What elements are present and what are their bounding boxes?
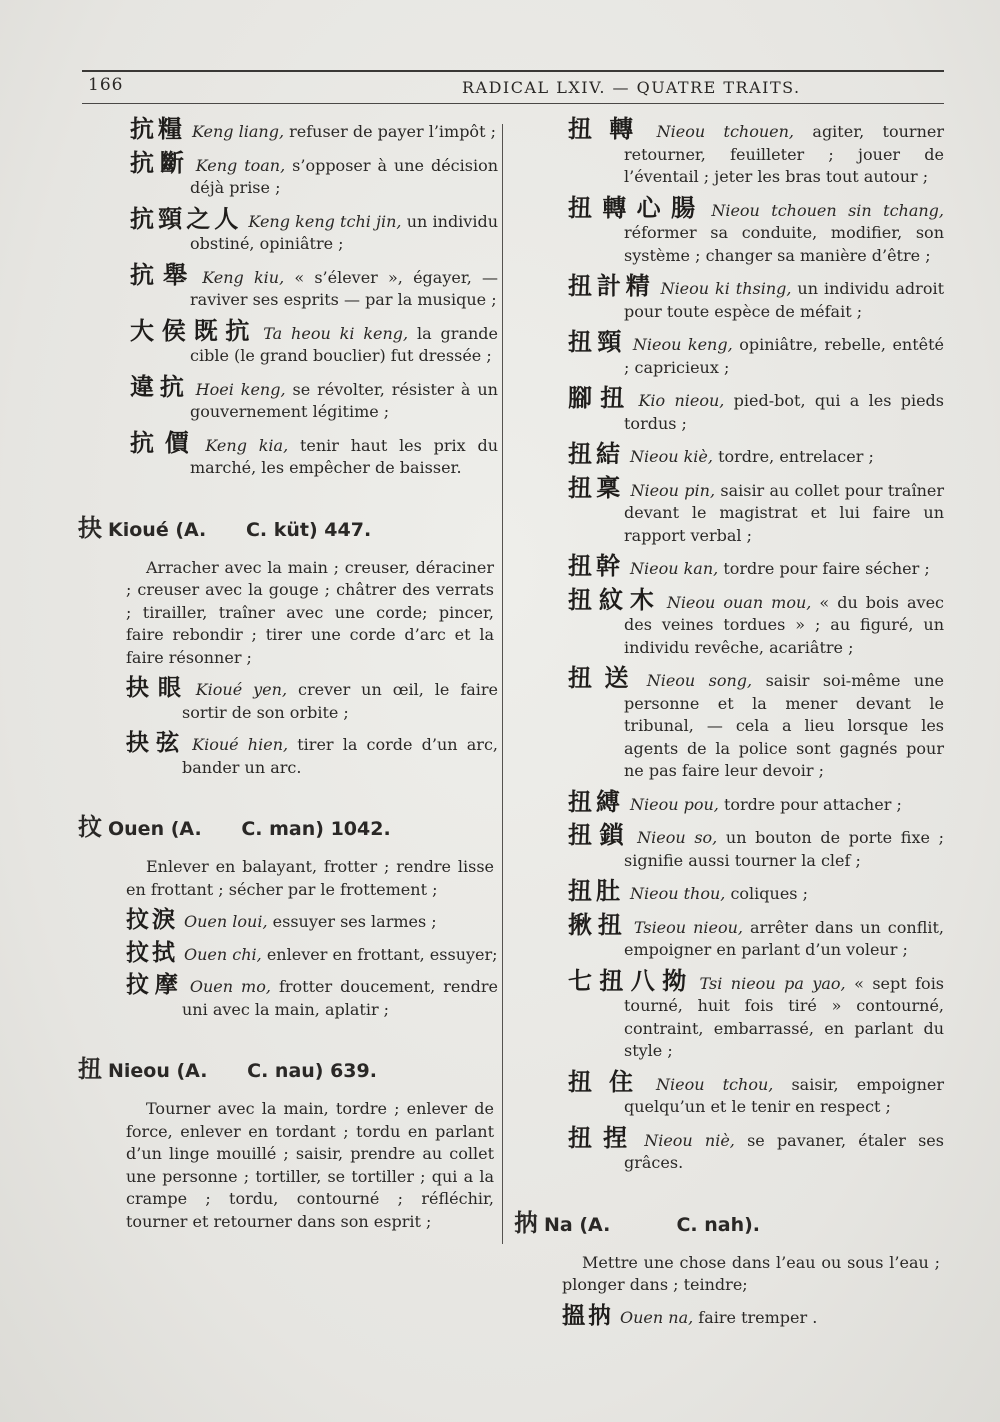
entry-romanization: Nieou song, <box>646 671 753 690</box>
column-divider <box>502 124 503 1244</box>
character-definition: Enlever en balayant, frotter ; rendre lisse en frottant ; sécher par le frottement ; <box>126 857 494 899</box>
entry-characters: 抗斷 <box>130 148 190 177</box>
entry-characters: 扭鎖 <box>568 821 632 849</box>
heading-character: 抐 <box>514 1208 538 1237</box>
entry-romanization: Ouen chi, <box>184 944 262 964</box>
entry-characters: 扭幹 <box>568 552 624 580</box>
heading-text: Nieou (A. C. nau) 639. <box>108 1060 377 1082</box>
entry-characters: 扭轉 <box>568 115 651 143</box>
entry-characters: 扭送 <box>568 664 641 692</box>
dictionary-entry <box>514 384 945 435</box>
entry-definition: agiter, tourner retourner, feuilleter ; jouer de l’éventail ; jeter les bras tout autour ; <box>624 122 944 186</box>
entry-romanization: Hoei keng, <box>195 379 286 399</box>
entry-definition: faire tremper . <box>693 1307 818 1327</box>
entry-characters: 扭住 <box>568 1067 651 1096</box>
dictionary-entry <box>514 1123 944 1175</box>
dictionary-entry <box>78 909 498 934</box>
entry-definition: saisir, empoigner quelqu’un et le tenir en respect ; <box>624 1074 945 1116</box>
dictionary-entry <box>514 473 945 548</box>
dictionary-entry <box>78 372 498 424</box>
dictionary-entry <box>514 664 945 783</box>
entry-characters: 大侯既抗 <box>130 316 258 345</box>
entry-definition: arrêter dans un conflit, empoigner en parlant d’un voleur ; <box>624 917 944 959</box>
entry-definition: un individu obstiné, opiniâtre ; <box>190 211 499 253</box>
entry-romanization: Tsieou nieou, <box>633 917 744 937</box>
entry-characters: 扭結 <box>568 440 624 468</box>
entry-romanization: Ouen loui, <box>184 912 268 931</box>
entry-characters: 抆摩 <box>126 972 184 998</box>
dictionary-entry <box>78 204 499 256</box>
character-heading-nieou <box>78 1049 498 1084</box>
entry-characters: 抆拭 <box>126 939 178 966</box>
entry-definition: saisir soi-même une personne et la mener devant le tribunal, — cela a lieu lorsque les agents de la police sont gagnés pour ne pas faire leur devoir ; <box>624 671 945 780</box>
heading-text: Kioué (A. C. küt) 447. <box>108 518 372 541</box>
entry-romanization: Tsi nieou pa yao, <box>699 973 846 993</box>
entry-definition: frotter doucement, rendre uni avec la main, aplatir ; <box>182 977 498 1019</box>
entry-characters: 抆淚 <box>126 907 178 933</box>
entry-characters: 扭紋木 <box>568 585 661 614</box>
entry-definition: tirer la corde d’un arc, bander un arc. <box>182 735 498 777</box>
entry-definition: essuyer ses larmes ; <box>267 912 437 931</box>
entry-characters: 抗舉 <box>130 260 197 289</box>
page-header <box>82 70 944 104</box>
entry-romanization: Nieou kiè, <box>630 447 713 466</box>
heading-character: 抆 <box>78 813 102 841</box>
dictionary-entry <box>514 877 944 906</box>
running-title: RADICAL LXIV. — QUATRE TRAITS. <box>462 78 801 97</box>
character-heading-ouen <box>78 807 498 842</box>
entry-romanization: Kioué yen, <box>195 680 288 699</box>
character-heading-kioue <box>78 508 498 543</box>
heading-character: 抉 <box>78 513 102 542</box>
right-column <box>514 115 945 1337</box>
entry-definition: la grande cible (le grand bouclier) fut dressée ; <box>190 323 498 365</box>
entry-characters: 扭稟 <box>568 473 625 502</box>
entry-romanization: Nieou tchou, <box>656 1074 774 1094</box>
entry-definition: opiniâtre, rebelle, entêté ; capricieux ; <box>624 335 945 377</box>
entry-definition: tordre pour faire sécher ; <box>718 559 930 578</box>
dictionary-entry <box>78 974 498 1021</box>
entry-definition: enlever en frottant, essuyer; <box>261 944 498 964</box>
entry-definition: se pavaner, étaler ses grâces. <box>624 1130 944 1172</box>
entry-characters: 抉弦 <box>126 730 187 756</box>
entry-definition: « sept fois tourné, huit fois tiré » contourné, contraint, embarrassé, en parlant du style ; <box>624 973 945 1060</box>
character-definition: Tourner avec la main, tordre ; enlever de force, enlever en tordant ; tordu en parlant d’un linge mouillé ; saisir, prendre au collet une personne ; tortiller, se tortiller ; qui a la crampe ; tordu, contourné ; réfléchir, tourner et retourner dans son esprit ; <box>126 1099 494 1231</box>
dictionary-entry <box>78 732 498 779</box>
entry-romanization: Ta heou ki keng, <box>263 323 409 343</box>
dictionary-entry <box>514 440 944 469</box>
dictionary-entry <box>514 1302 944 1330</box>
entry-romanization: Keng toan, <box>195 155 286 175</box>
dictionary-entry <box>514 585 944 660</box>
entry-definition: crever un œil, le faire sortir de son orbite ; <box>182 680 499 722</box>
dictionary-entry <box>78 428 499 480</box>
left-column <box>78 115 499 1241</box>
entry-definition: un bouton de porte fixe ; signifie aussi tourner la clef ; <box>624 828 945 870</box>
entry-characters: 七扭八拗 <box>568 966 694 995</box>
entry-definition: s’opposer à une décision déjà prise ; <box>190 155 499 197</box>
character-heading-na <box>514 1203 944 1238</box>
entry-characters: 扭轉心腸 <box>568 193 706 222</box>
dictionary-entry <box>514 193 945 268</box>
dictionary-entry <box>514 1067 945 1119</box>
entry-characters: 腳扭 <box>568 384 633 412</box>
header-rule-top <box>82 70 944 72</box>
entry-romanization: Nieou so, <box>637 828 718 847</box>
entry-definition: se révolter, résister à un gouvernement légitime ; <box>190 379 498 421</box>
entry-characters: 抉眼 <box>126 675 190 701</box>
entry-romanization: Nieou keng, <box>632 335 733 354</box>
entry-definition: pied-bot, qui a les pieds tordus ; <box>624 391 945 433</box>
dictionary-entry <box>514 328 945 379</box>
entry-romanization: Keng kiu, <box>202 267 285 287</box>
entry-definition: réformer sa conduite, modifier, son système ; changer sa manière d’être ; <box>624 223 944 265</box>
entry-romanization: Keng keng tchi jin, <box>248 211 402 231</box>
dictionary-entry <box>78 260 499 312</box>
entry-romanization: Keng kia, <box>205 435 289 455</box>
entry-romanization: Nieou tchouen, <box>656 122 795 141</box>
entry-definition: tenir haut les prix du marché, les empêcher de baisser. <box>190 435 499 477</box>
entry-romanization: Nieou pou, <box>630 794 719 814</box>
dictionary-entry <box>78 115 498 144</box>
entry-definition: « du bois avec des veines tordues » ; au figuré, un individu revêche, acariâtre ; <box>624 592 944 657</box>
entry-characters: 扭縛 <box>568 787 624 816</box>
entry-definition: tordre, entrelacer ; <box>712 447 874 466</box>
entry-characters: 扭計精 <box>568 272 655 300</box>
entry-romanization: Nieou pin, <box>630 480 716 500</box>
entry-romanization: Nieou thou, <box>630 884 726 903</box>
entry-characters: 搵抐 <box>562 1302 614 1329</box>
page-number: 166 <box>88 75 124 95</box>
entry-characters: 抗頸之人 <box>130 204 243 233</box>
character-definition: Mettre une chose dans l’eau ou sous l’eau ; plonger dans ; teindre; <box>562 1252 940 1294</box>
entry-characters: 扭捏 <box>568 1123 639 1152</box>
entry-romanization: Nieou ouan mou, <box>666 592 812 612</box>
dictionary-entry <box>78 677 498 724</box>
entry-definition: saisir au collet pour traîner devant le magistrat et lui faire un rapport verbal ; <box>624 480 945 545</box>
dictionary-entry <box>78 316 498 368</box>
entry-characters: 揪扭 <box>568 910 628 939</box>
heading-character: 扭 <box>78 1055 102 1083</box>
entry-definition: refuser de payer l’impôt ; <box>284 122 496 141</box>
dictionary-entry <box>78 939 498 967</box>
heading-text: Ouen (A. C. man) 1042. <box>108 818 391 840</box>
entry-romanization: Nieou tchouen sin tchang, <box>711 200 945 220</box>
heading-text: Na (A. C. nah). <box>544 1213 760 1236</box>
header-rule-bottom <box>82 103 944 104</box>
entry-characters: 抗糧 <box>130 115 186 143</box>
entry-characters: 抗價 <box>130 428 200 457</box>
entry-romanization: Nieou ki thsing, <box>660 279 792 298</box>
entry-romanization: Keng liang, <box>192 122 285 141</box>
entry-romanization: Ouen na, <box>620 1307 694 1327</box>
entry-romanization: Nieou kan, <box>630 559 719 578</box>
entry-definition: un individu adroit pour toute espèce de méfait ; <box>624 279 945 321</box>
entry-characters: 扭頸 <box>568 328 627 356</box>
entry-characters: 扭肚 <box>568 877 624 905</box>
dictionary-entry <box>78 148 499 200</box>
entry-characters: 違抗 <box>130 372 190 401</box>
entry-romanization: Nieou niè, <box>644 1130 735 1150</box>
dictionary-entry <box>514 272 945 323</box>
entry-definition: « s’élever », égayer, — raviver ses esprits — par la musique ; <box>190 267 499 309</box>
entry-definition: tordre pour attacher ; <box>718 794 902 814</box>
dictionary-entry <box>514 787 944 817</box>
entry-definition: coliques ; <box>725 884 808 903</box>
dictionary-entry <box>514 821 945 872</box>
dictionary-entry <box>514 966 945 1063</box>
dictionary-entry <box>514 910 944 962</box>
entry-romanization: Ouen mo, <box>189 977 271 996</box>
entry-romanization: Kioué hien, <box>192 735 289 754</box>
dictionary-entry <box>514 552 944 581</box>
entry-romanization: Kio nieou, <box>638 391 725 410</box>
dictionary-entry <box>514 115 944 189</box>
character-definition: Arracher avec la main ; creuser, déraciner ; creuser avec la gouge ; châtrer des verrats ; tirailler, traîner avec une corde; pincer, faire rebondir ; tirer une corde d’arc et la faire résonner ; <box>126 557 494 667</box>
